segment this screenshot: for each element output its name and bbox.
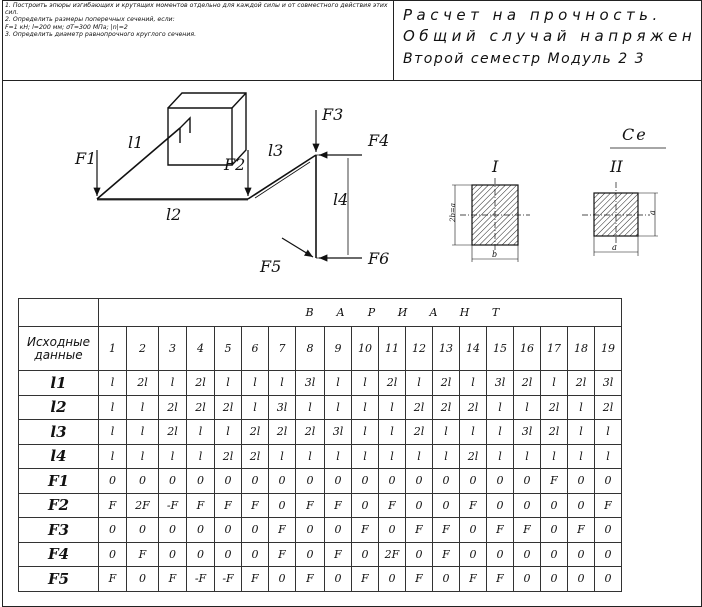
- table-cell: 0: [460, 469, 487, 494]
- table-cell: 2l: [595, 395, 622, 420]
- table-cell: 0: [187, 518, 215, 543]
- table-cell: 0: [433, 567, 460, 592]
- table-cell: F: [541, 469, 568, 494]
- header-divider-horizontal: [2, 80, 702, 81]
- table-cell: 2l: [296, 420, 325, 445]
- table-cell: 0: [433, 469, 460, 494]
- table-cell: 2l: [269, 420, 296, 445]
- col-header: 18: [568, 327, 595, 371]
- table-cell: 0: [541, 493, 568, 518]
- table-cell: 2l: [568, 371, 595, 396]
- table-cell: 0: [487, 493, 514, 518]
- table-cell: l: [460, 371, 487, 396]
- table-cell: l: [99, 371, 127, 396]
- table-cell: 0: [541, 542, 568, 567]
- row-label: l4: [19, 444, 99, 469]
- table-cell: 0: [296, 469, 325, 494]
- table-cell: 2l: [127, 371, 159, 396]
- table-cell: l: [487, 444, 514, 469]
- table-cell: l: [215, 371, 242, 396]
- row-label: F2: [19, 493, 99, 518]
- table-cell: l: [352, 444, 379, 469]
- table-cell: F: [269, 518, 296, 543]
- table-cell: 2l: [541, 395, 568, 420]
- table-cell: 3l: [296, 371, 325, 396]
- table-cell: l: [541, 371, 568, 396]
- table-cell: F: [159, 567, 187, 592]
- table-cell: l: [127, 395, 159, 420]
- table-cell: F: [352, 567, 379, 592]
- table-cell: l: [379, 444, 406, 469]
- table-cell: -F: [215, 567, 242, 592]
- table-cell: 0: [541, 518, 568, 543]
- force-F5-arrow: [282, 238, 313, 257]
- row-label: F3: [19, 518, 99, 543]
- col-header: 17: [541, 327, 568, 371]
- table-cell: 0: [242, 542, 269, 567]
- table-cell: 2l: [242, 420, 269, 445]
- table-cell: 0: [514, 542, 541, 567]
- table-cell: 2l: [460, 395, 487, 420]
- table-cell: l: [187, 420, 215, 445]
- table-cell: l: [187, 444, 215, 469]
- note-line-3: F=1 кН; l=200 мм; σT=300 МПа; |n|=2: [5, 23, 128, 31]
- table-cell: l: [99, 395, 127, 420]
- table-cell: l: [460, 420, 487, 445]
- table-cell: 0: [159, 518, 187, 543]
- table-row: [19, 493, 622, 518]
- col-header: 13: [433, 327, 460, 371]
- table-cell: 0: [541, 567, 568, 592]
- row-label: F4: [19, 542, 99, 567]
- table-cell: l: [127, 444, 159, 469]
- table-cell: F: [433, 518, 460, 543]
- table-cell: 0: [127, 567, 159, 592]
- table-cell: 3l: [595, 371, 622, 396]
- col-header: 6: [242, 327, 269, 371]
- table-cell: 0: [296, 518, 325, 543]
- variants-table: [18, 298, 622, 592]
- section-caption: Се: [622, 125, 648, 144]
- table-cell: l: [406, 444, 433, 469]
- table-cell: l: [352, 395, 379, 420]
- table-cell: l: [159, 371, 187, 396]
- table-cell: l: [325, 371, 352, 396]
- table-cell: 2l: [460, 444, 487, 469]
- table-cell: l: [242, 395, 269, 420]
- table-cell: l: [541, 444, 568, 469]
- table-cell: 2l: [433, 395, 460, 420]
- task-notes: [5, 2, 393, 38]
- table-cell: 0: [99, 542, 127, 567]
- table-cell: F: [406, 567, 433, 592]
- table-row: [19, 518, 622, 543]
- table-cell: F: [487, 518, 514, 543]
- table-cell: l: [487, 420, 514, 445]
- variant-letter: Т: [491, 306, 502, 319]
- table-cell: l: [379, 420, 406, 445]
- table-cell: l: [325, 444, 352, 469]
- table-cell: l: [514, 444, 541, 469]
- table-cell: 0: [487, 542, 514, 567]
- dim-l3-line: [255, 162, 310, 198]
- table-cell: 0: [568, 542, 595, 567]
- label-l2: l2: [166, 205, 182, 224]
- dim-a-side: a: [648, 210, 657, 215]
- col-header: 5: [215, 327, 242, 371]
- table-cell: l: [568, 444, 595, 469]
- table-cell: 0: [433, 493, 460, 518]
- table-cell: l: [296, 395, 325, 420]
- table-cell: l: [242, 371, 269, 396]
- note-line-1: 1. Построить эпюры изгибающих и крутящих моментов отдельно для каждой силы и от совместного действия этих сил.: [5, 2, 388, 17]
- header-divider-vertical: [393, 0, 394, 80]
- table-cell: l: [379, 395, 406, 420]
- source-data-label: Исходные данные: [19, 327, 99, 371]
- table-cell: l: [127, 420, 159, 445]
- label-F3: F3: [322, 105, 344, 124]
- table-cell: F: [242, 493, 269, 518]
- table-cell: 2l: [215, 444, 242, 469]
- label-F6: F6: [368, 249, 390, 268]
- table-cell: 0: [242, 518, 269, 543]
- table-cell: 0: [460, 518, 487, 543]
- table-row: [19, 542, 622, 567]
- table-cell: 0: [568, 469, 595, 494]
- section-II-drawing: [582, 157, 658, 256]
- table-cell: 0: [595, 469, 622, 494]
- table-cell: l: [99, 420, 127, 445]
- table-cell: 0: [325, 518, 352, 543]
- table-cell: 2l: [215, 395, 242, 420]
- table-cell: 2l: [406, 395, 433, 420]
- table-cell: 0: [379, 518, 406, 543]
- table-cell: F: [187, 493, 215, 518]
- title-line-3: Второй семестр Модуль 2 3: [403, 51, 646, 67]
- table-cell: F: [595, 493, 622, 518]
- label-F5: F5: [260, 257, 282, 276]
- table-cell: 0: [99, 518, 127, 543]
- table-cell: 0: [159, 542, 187, 567]
- table-cell: 0: [242, 469, 269, 494]
- column-header-row: [19, 327, 622, 371]
- col-header: 3: [159, 327, 187, 371]
- table-cell: 0: [487, 469, 514, 494]
- title-line-2: Общий случай напряжен: [403, 27, 697, 45]
- table-cell: 0: [127, 469, 159, 494]
- table-cell: l: [595, 420, 622, 445]
- col-header: 8: [296, 327, 325, 371]
- table-cell: 0: [187, 469, 215, 494]
- table-cell: 2l: [159, 420, 187, 445]
- col-header: 19: [595, 327, 622, 371]
- table-cell: 2l: [379, 371, 406, 396]
- row-label: l3: [19, 420, 99, 445]
- label-F2: F2: [224, 155, 246, 174]
- variant-letter: В: [305, 306, 316, 319]
- table-cell: 2l: [159, 395, 187, 420]
- table-cell: F: [269, 542, 296, 567]
- table-cell: l: [215, 420, 242, 445]
- loading-scheme-figure: [0, 82, 666, 296]
- table-cell: 0: [296, 542, 325, 567]
- table-cell: l: [406, 371, 433, 396]
- col-header: 4: [187, 327, 215, 371]
- table-cell: l: [99, 444, 127, 469]
- table-cell: 2l: [541, 420, 568, 445]
- table-row: [19, 420, 622, 445]
- table-cell: 0: [127, 518, 159, 543]
- table-cell: 0: [215, 469, 242, 494]
- table-cell: F: [352, 518, 379, 543]
- row-label: l1: [19, 371, 99, 396]
- table-cell: 0: [595, 518, 622, 543]
- row-label: F5: [19, 567, 99, 592]
- table-cell: l: [568, 420, 595, 445]
- col-header: 2: [127, 327, 159, 371]
- table-corner: [19, 299, 99, 327]
- table-cell: l: [159, 444, 187, 469]
- table-body: [19, 371, 622, 592]
- table-cell: F: [296, 567, 325, 592]
- table-cell: 0: [352, 542, 379, 567]
- col-header: 1: [99, 327, 127, 371]
- section-I-drawing: [449, 157, 530, 262]
- table-cell: F: [99, 567, 127, 592]
- table-cell: l: [269, 371, 296, 396]
- col-header: 14: [460, 327, 487, 371]
- table-cell: 3l: [325, 420, 352, 445]
- table-cell: 2l: [514, 371, 541, 396]
- table-cell: 0: [406, 469, 433, 494]
- col-header: 9: [325, 327, 352, 371]
- table-cell: l: [595, 444, 622, 469]
- col-header: 7: [269, 327, 296, 371]
- table-cell: F: [215, 493, 242, 518]
- table-cell: 3l: [487, 371, 514, 396]
- table-cell: l: [296, 444, 325, 469]
- table-cell: F: [242, 567, 269, 592]
- table-cell: 0: [215, 518, 242, 543]
- table-cell: l: [325, 395, 352, 420]
- table-cell: F: [460, 567, 487, 592]
- table-cell: l: [352, 371, 379, 396]
- table-row: [19, 371, 622, 396]
- table-cell: F: [127, 542, 159, 567]
- note-line-4: 3. Определить диаметр равнопрочного круглого сечения.: [5, 30, 197, 38]
- dim-b: b: [492, 250, 498, 259]
- variant-letter: А: [336, 306, 347, 319]
- table-row: [19, 395, 622, 420]
- section-I-label: I: [492, 157, 499, 176]
- table-cell: l: [514, 395, 541, 420]
- table-cell: 0: [215, 542, 242, 567]
- table-cell: 2F: [127, 493, 159, 518]
- table-cell: F: [325, 542, 352, 567]
- table-cell: 0: [595, 567, 622, 592]
- table-cell: 0: [460, 542, 487, 567]
- table-cell: 2l: [242, 444, 269, 469]
- table-cell: 3l: [269, 395, 296, 420]
- col-header: 11: [379, 327, 406, 371]
- title-line-1: Расчет на прочность.: [403, 6, 662, 24]
- table-cell: 0: [514, 567, 541, 592]
- dim-a-bottom: a: [612, 243, 617, 252]
- variant-header-row: [19, 299, 622, 327]
- table-cell: 0: [379, 567, 406, 592]
- table-cell: F: [296, 493, 325, 518]
- table-cell: 0: [595, 542, 622, 567]
- table-cell: l: [433, 444, 460, 469]
- section-II-label: II: [610, 157, 623, 176]
- variant-letter: А: [429, 306, 440, 319]
- row-label: F1: [19, 469, 99, 494]
- table-cell: 0: [406, 493, 433, 518]
- table-cell: l: [269, 444, 296, 469]
- table-cell: 0: [269, 469, 296, 494]
- table-cell: 0: [187, 542, 215, 567]
- variant-letter: Р: [367, 306, 378, 319]
- table-cell: 0: [269, 567, 296, 592]
- col-header: 15: [487, 327, 514, 371]
- table-cell: 0: [159, 469, 187, 494]
- label-l1: l1: [128, 133, 144, 152]
- table-cell: 2l: [406, 420, 433, 445]
- table-cell: 0: [568, 567, 595, 592]
- col-header: 12: [406, 327, 433, 371]
- col-header: 16: [514, 327, 541, 371]
- table-cell: F: [325, 493, 352, 518]
- col-header: 10: [352, 327, 379, 371]
- table-cell: 0: [325, 567, 352, 592]
- table-cell: 2F: [379, 542, 406, 567]
- table-cell: -F: [159, 493, 187, 518]
- table-cell: 0: [269, 493, 296, 518]
- table-cell: 0: [514, 469, 541, 494]
- label-l4: l4: [333, 190, 349, 209]
- table-row: [19, 444, 622, 469]
- table-cell: F: [514, 518, 541, 543]
- table-row: [19, 469, 622, 494]
- table-cell: l: [568, 395, 595, 420]
- table-cell: F: [433, 542, 460, 567]
- table-cell: 2l: [187, 371, 215, 396]
- table-cell: F: [568, 518, 595, 543]
- table-cell: 3l: [514, 420, 541, 445]
- table-cell: 0: [99, 469, 127, 494]
- label-l3: l3: [268, 141, 284, 160]
- table-cell: F: [406, 518, 433, 543]
- table-cell: F: [99, 493, 127, 518]
- table-cell: F: [460, 493, 487, 518]
- table-cell: 0: [406, 542, 433, 567]
- table-cell: 2l: [187, 395, 215, 420]
- table-cell: 0: [352, 493, 379, 518]
- table-cell: 0: [379, 469, 406, 494]
- table-row: [19, 567, 622, 592]
- table-cell: 0: [325, 469, 352, 494]
- label-F4: F4: [368, 131, 390, 150]
- table-cell: l: [352, 420, 379, 445]
- table-cell: 0: [514, 493, 541, 518]
- table-cell: -F: [187, 567, 215, 592]
- table-cell: l: [433, 420, 460, 445]
- dim-2b: 2b=a: [449, 203, 457, 222]
- label-F1: F1: [75, 149, 97, 168]
- variant-letter: Н: [459, 306, 472, 319]
- row-label: l2: [19, 395, 99, 420]
- table-cell: F: [487, 567, 514, 592]
- table-cell: 2l: [433, 371, 460, 396]
- variant-title: [99, 299, 622, 327]
- table-cell: 0: [568, 493, 595, 518]
- table-cell: 0: [352, 469, 379, 494]
- note-line-2: 2. Определить размеры поперечных сечений, если:: [5, 16, 175, 24]
- variant-letter: И: [397, 306, 410, 319]
- table-cell: F: [379, 493, 406, 518]
- table-cell: l: [487, 395, 514, 420]
